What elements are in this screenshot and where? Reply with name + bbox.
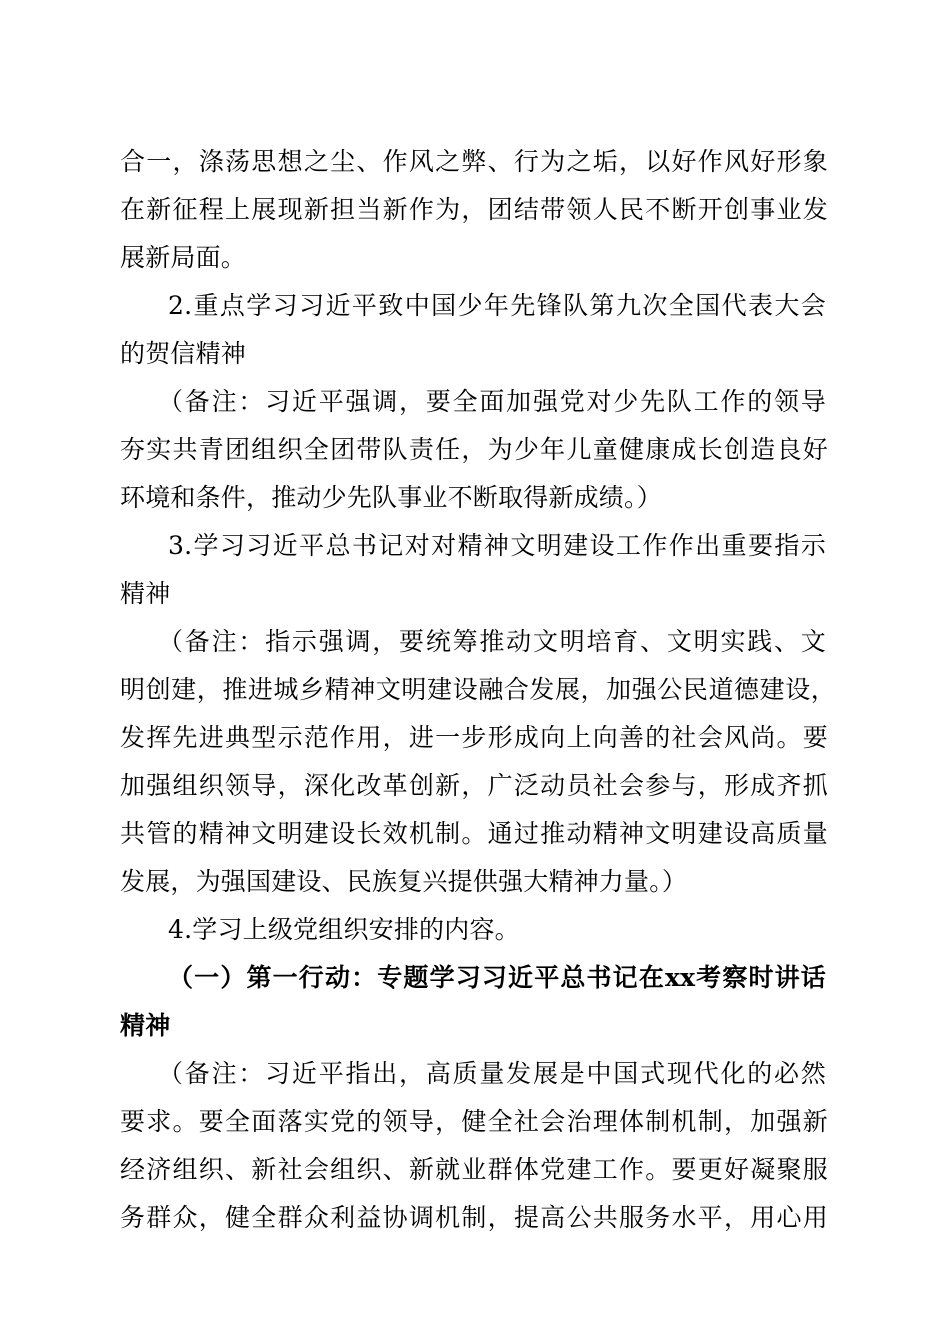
section-heading-line: 3.学习习近平总书记对对精神文明建设工作作出重要指示 bbox=[168, 531, 826, 560]
note-line: 经济组织、新社会组织、新就业群体党建工作。要更好凝聚服 bbox=[120, 1155, 828, 1184]
section-heading-line: 2.重点学习习近平致中国少年先锋队第九次全国代表大会 bbox=[168, 291, 826, 320]
note-line: 共管的精神文明建设长效机制。通过推动精神文明建设高质量 bbox=[120, 819, 828, 848]
paragraph-line: 展新局面。 bbox=[120, 243, 247, 272]
note-line: 要求。要全面落实党的领导，健全社会治理体制机制，加强新 bbox=[120, 1107, 828, 1136]
note-line: 夯实共青团组织全团带队责任，为少年儿童健康成长创造良好 bbox=[120, 435, 828, 464]
note-line: 发展，为强国建设、民族复兴提供强大精神力量。） bbox=[120, 867, 688, 896]
paragraph-line: 合一，涤荡思想之尘、作风之弊、行为之垢，以好作风好形象 bbox=[120, 147, 828, 176]
subsection-heading-line: （一）第一行动：专题学习习近平总书记在xx考察时讲话 bbox=[168, 963, 826, 992]
note-line: 加强组织领导，深化改革创新，广泛动员社会参与，形成齐抓 bbox=[120, 771, 828, 800]
note-line: （备注：习近平指出，高质量发展是中国式现代化的必然 bbox=[158, 1059, 826, 1088]
section-heading-line: 4.学习上级党组织安排的内容。 bbox=[168, 915, 520, 944]
note-line: （备注：习近平强调，要全面加强党对少先队工作的领导 bbox=[158, 387, 826, 416]
note-line: 环境和条件，推动少先队事业不断取得新成绩。） bbox=[120, 483, 662, 512]
paragraph-line: 在新征程上展现新担当新作为，团结带领人民不断开创事业发 bbox=[120, 195, 828, 224]
note-line: （备注：指示强调，要统筹推动文明培育、文明实践、文 bbox=[158, 627, 826, 656]
section-heading-line: 的贺信精神 bbox=[120, 339, 247, 368]
section-heading-line: 精神 bbox=[120, 579, 171, 608]
note-line: 务群众，健全群众利益协调机制，提高公共服务水平，用心用 bbox=[120, 1203, 828, 1232]
note-line: 明创建，推进城乡精神文明建设融合发展，加强公民道德建设， bbox=[120, 675, 836, 704]
note-line: 发挥先进典型示范作用，进一步形成向上向善的社会风尚。要 bbox=[120, 723, 828, 752]
subsection-heading-line: 精神 bbox=[120, 1011, 171, 1040]
